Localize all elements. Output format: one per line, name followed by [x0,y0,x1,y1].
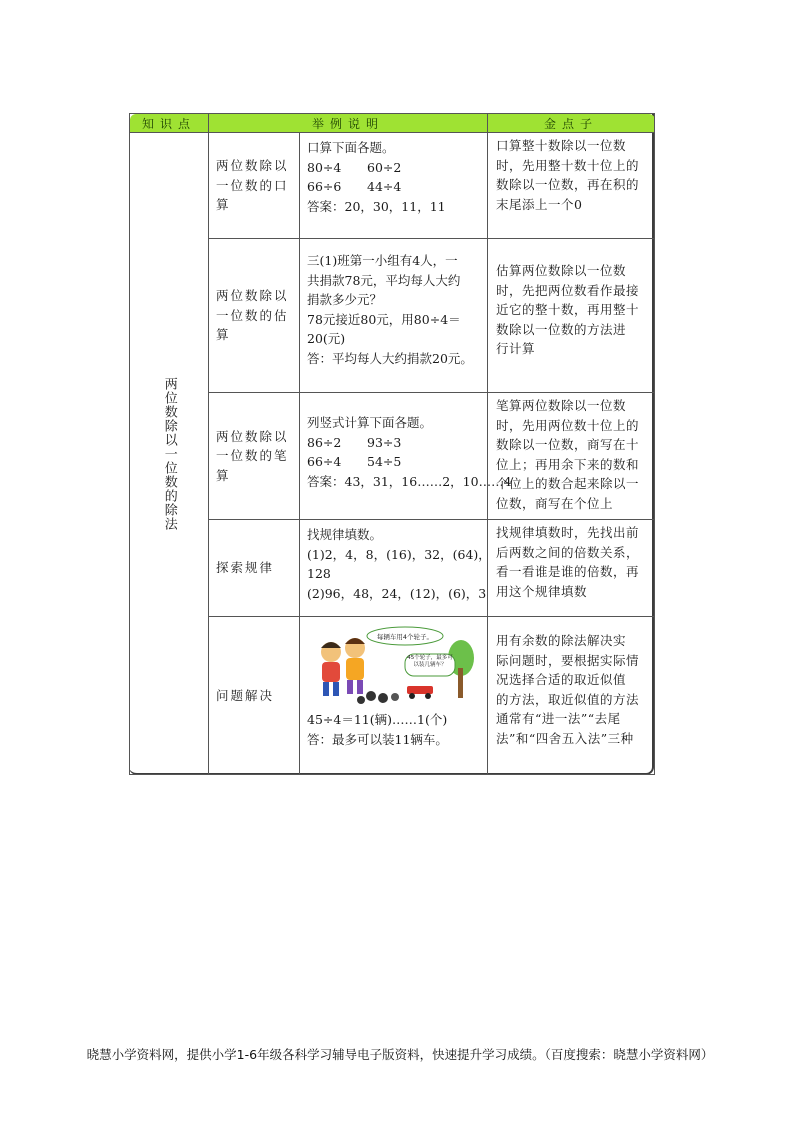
tip-cell [488,393,655,520]
example-pair [307,158,481,178]
problem: 60÷2 [367,159,402,175]
example-pair [307,177,481,197]
tip-line: 用这个规律填数 [496,583,588,599]
topic-cell [130,133,209,775]
children-cart-illustration [311,624,479,706]
speech-bubble-1: 每辆车用4个轮子。 [376,633,434,641]
example-pair [307,433,481,453]
tip-line: 数除以一位数，商写在十 [496,437,640,452]
tip-cell [488,520,655,617]
subtopic-cell: 两位数除以一位数的笔算 [209,393,300,520]
example-line: 找规律填数。 [307,527,383,542]
example-line: 20(元) [307,331,346,346]
example-line: (1)2，4，8，(16)，32，(64)， [307,546,491,562]
example-cell [300,133,488,239]
tip-line: 行计算 [496,341,536,356]
tip-line: 际问题时，要根据实际情 [496,652,640,668]
tip-line: 个位上的数合起来除以一 [496,476,640,491]
header-knowledge-point: 知识点 [130,114,209,133]
table-row [130,617,655,775]
table-row [130,393,655,520]
subtopic-cell: 问题解决 [209,617,300,775]
example-line: 捐款多少元？ [307,292,383,307]
header-tips: 金点子 [488,114,655,133]
example-pair [307,452,481,472]
header-example: 举例说明 [209,114,488,133]
tip-line: 看一看谁是谁的倍数，再 [496,564,640,579]
tip-line: 位上；再用余下来的数和 [496,456,640,472]
example-intro: 列竖式计算下面各题。 [307,415,433,430]
knowledge-table [129,113,655,775]
example-line: 三(1)班第一小组有4人，一 [307,253,458,268]
example-cell [300,239,488,393]
subtopic-cell: 探索规律 [209,520,300,617]
page-footer: 晓慧小学资料网，提供小学1-6年级各科学习辅导电子版资料，快速提升学习成绩。（百度搜索：晓慧小学资料网） [86,1047,714,1062]
tip-line: 况选择合适的取近似值 [496,672,627,687]
problem: 86÷2 [307,434,342,450]
example-cell [300,617,488,775]
tip-cell [488,133,655,239]
tip-line: 用有余数的除法解决实 [496,633,627,648]
tip-line: 末尾添上一个0 [496,196,583,212]
tip-line: 的方法，取近似值的方法 [496,691,640,707]
example-answer: 答案：20，30，11，11 [307,198,446,214]
tip-line: 估算两位数除以一位数 [496,263,627,278]
example-line: 答：平均每人大约捐款20元。 [307,350,473,366]
table-row [130,133,655,239]
tip-line: 近它的整十数，再用整十 [496,302,640,317]
speech-bubble-2: 45个轮子，最多可以装几辆车？ [407,655,453,668]
table-row [130,520,655,617]
example-cell [300,520,491,617]
example-cell [300,393,512,520]
problem: 93÷3 [367,434,402,450]
subtopic-cell: 两位数除以一位数的口算 [209,133,300,239]
example-line: 45÷4＝11(辆)……1(个) [307,712,448,727]
tip-line: 后两数之间的倍数关系， [496,544,640,560]
example-line: 78元接近80元，用80÷4＝ [307,311,461,327]
subtopic-cell: 两位数除以一位数的估算 [209,239,300,393]
example-line: 答：最多可以装11辆车。 [307,731,448,747]
problem: 66÷6 [307,179,342,194]
tip-line: 时，先用整十数十位上的 [496,157,640,173]
example-line: 共捐款78元，平均每人大约 [307,272,461,288]
tip-line: 通常有“进一法”“去尾 [496,711,621,726]
tip-line: 位数，商写在个位上 [496,495,614,511]
tip-cell [488,617,655,775]
example-intro: 口算下面各题。 [307,140,395,155]
tip-cell [488,239,655,393]
table-header-row [130,114,655,133]
tip-line: 数除以一位数的方法进 [496,321,627,337]
example-line: 128 [307,566,331,581]
problem: 66÷4 [307,454,342,469]
tip-line: 口算整十数除以一位数 [496,138,627,153]
example-line: (2)96，48，24，(12)，(6)，3 [307,585,487,601]
tip-line: 笔算两位数除以一位数 [496,398,627,413]
tip-line: 法”和“四舍五入法”三种 [496,730,634,746]
problem: 80÷4 [307,159,342,175]
problem: 44÷4 [367,179,402,194]
tip-line: 找规律填数时，先找出前 [496,525,640,540]
table-row [130,239,655,393]
topic-title: 两位数除以一位数的除法 [161,376,177,531]
tip-line: 时，先把两位数看作最接 [496,282,640,298]
example-answer: 答案：43，31，16……2，10……4 [307,473,512,489]
tip-line: 数除以一位数，再在积的 [496,177,640,192]
problem: 54÷5 [367,454,402,469]
tip-line: 时，先用两位数十位上的 [496,417,640,433]
